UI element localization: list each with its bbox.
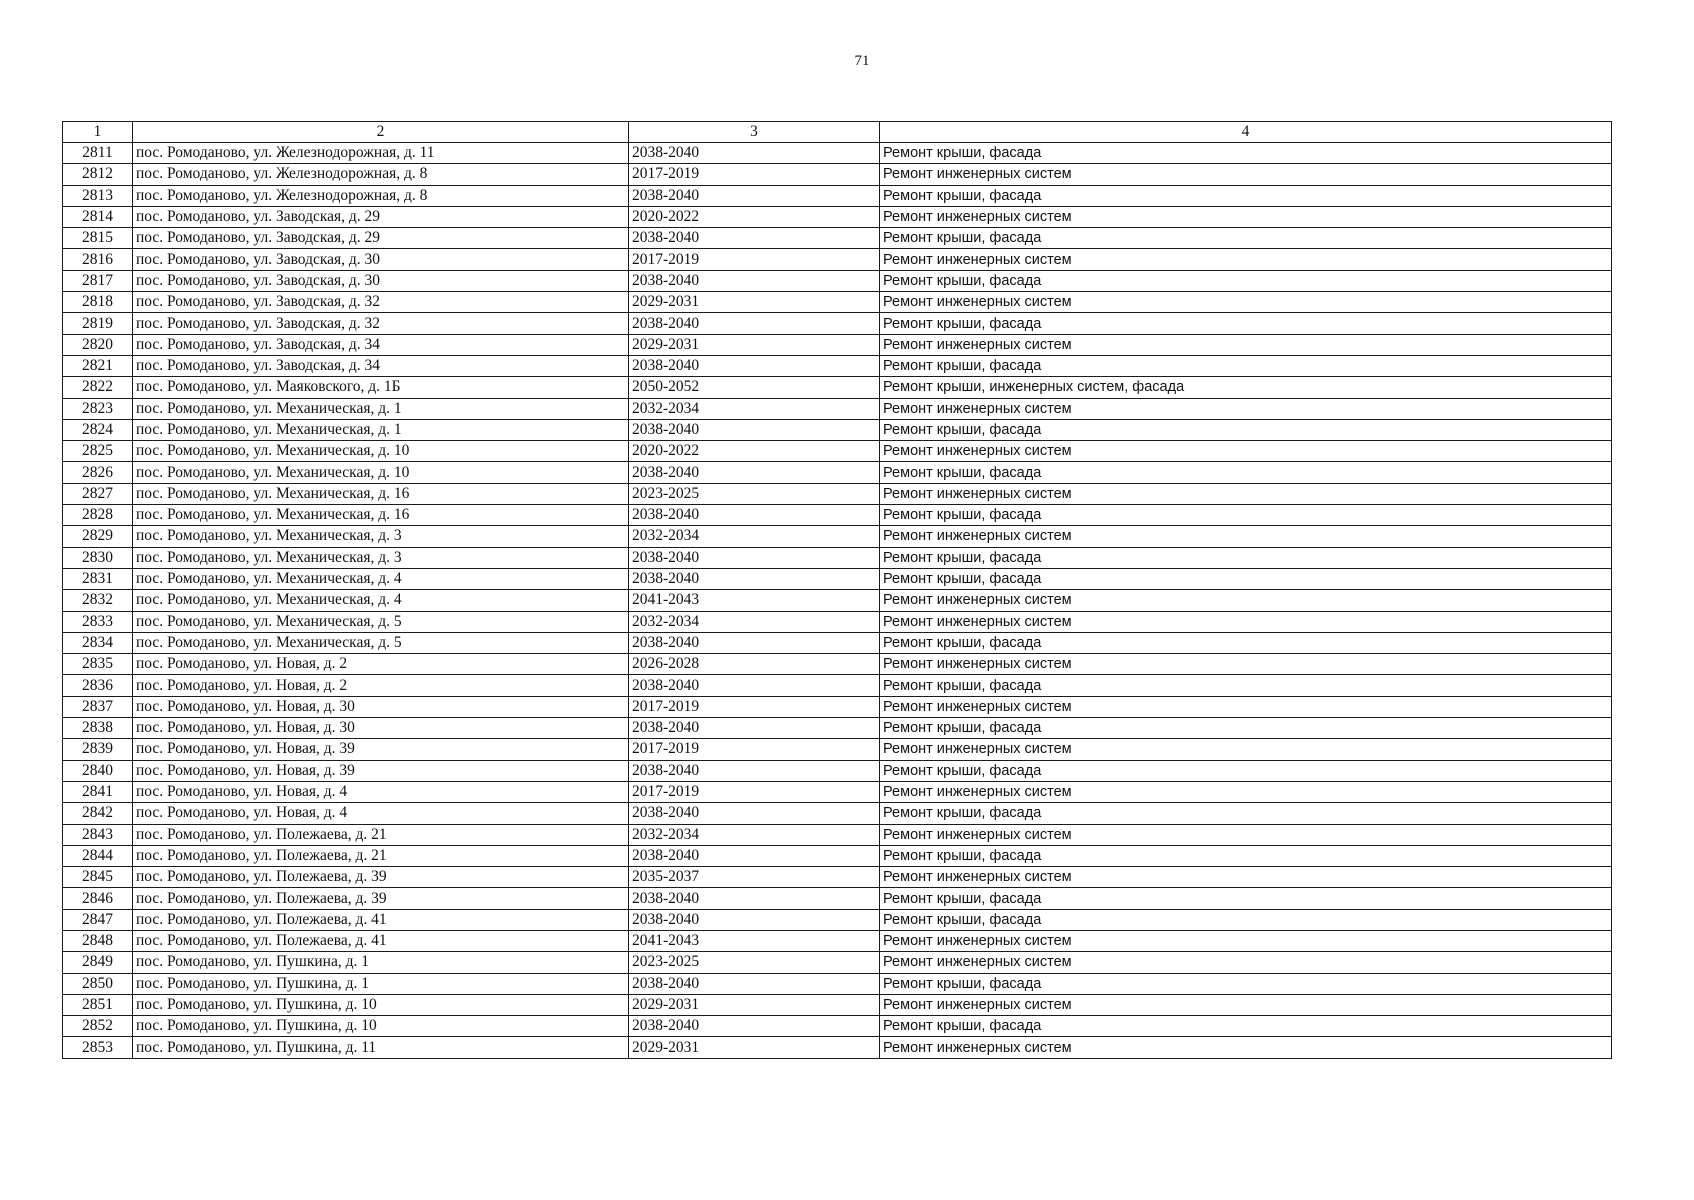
period-cell: 2038-2040 bbox=[629, 803, 880, 824]
work-type-cell: Ремонт крыши, фасада bbox=[880, 568, 1612, 589]
row-number: 2822 bbox=[63, 377, 133, 398]
address-cell: пос. Ромоданово, ул. Новая, д. 39 bbox=[133, 739, 629, 760]
address-cell: пос. Ромоданово, ул. Заводская, д. 29 bbox=[133, 206, 629, 227]
period-cell: 2038-2040 bbox=[629, 505, 880, 526]
address-cell: пос. Ромоданово, ул. Маяковского, д. 1Б bbox=[133, 377, 629, 398]
table-row bbox=[63, 994, 1612, 1015]
row-number: 2846 bbox=[63, 888, 133, 909]
table-row bbox=[63, 206, 1612, 227]
row-number: 2848 bbox=[63, 930, 133, 951]
table-row bbox=[63, 313, 1612, 334]
table-row bbox=[63, 739, 1612, 760]
address-cell: пос. Ромоданово, ул. Новая, д. 2 bbox=[133, 675, 629, 696]
row-number: 2845 bbox=[63, 867, 133, 888]
address-cell: пос. Ромоданово, ул. Механическая, д. 10 bbox=[133, 462, 629, 483]
row-number: 2837 bbox=[63, 696, 133, 717]
row-number: 2828 bbox=[63, 505, 133, 526]
period-cell: 2032-2034 bbox=[629, 824, 880, 845]
period-cell: 2038-2040 bbox=[629, 718, 880, 739]
repair-schedule-table bbox=[62, 121, 1612, 1059]
row-number: 2833 bbox=[63, 611, 133, 632]
row-number: 2850 bbox=[63, 973, 133, 994]
period-cell: 2050-2052 bbox=[629, 377, 880, 398]
period-cell: 2017-2019 bbox=[629, 739, 880, 760]
address-cell: пос. Ромоданово, ул. Железнодорожная, д. 8 bbox=[133, 164, 629, 185]
table-row bbox=[63, 611, 1612, 632]
work-type-cell: Ремонт инженерных систем bbox=[880, 611, 1612, 632]
work-type-cell: Ремонт инженерных систем bbox=[880, 867, 1612, 888]
row-number: 2847 bbox=[63, 909, 133, 930]
address-cell: пос. Ромоданово, ул. Железнодорожная, д. 8 bbox=[133, 185, 629, 206]
period-cell: 2029-2031 bbox=[629, 292, 880, 313]
table-row bbox=[63, 355, 1612, 376]
column-header-4: 4 bbox=[880, 122, 1612, 143]
work-type-cell: Ремонт инженерных систем bbox=[880, 824, 1612, 845]
table-row bbox=[63, 377, 1612, 398]
table-row bbox=[63, 654, 1612, 675]
work-type-cell: Ремонт крыши, фасада bbox=[880, 143, 1612, 164]
table-row bbox=[63, 952, 1612, 973]
column-header-1: 1 bbox=[63, 122, 133, 143]
work-type-cell: Ремонт крыши, фасада bbox=[880, 1016, 1612, 1037]
address-cell: пос. Ромоданово, ул. Полежаева, д. 21 bbox=[133, 845, 629, 866]
period-cell: 2038-2040 bbox=[629, 355, 880, 376]
address-cell: пос. Ромоданово, ул. Новая, д. 4 bbox=[133, 781, 629, 802]
row-number: 2811 bbox=[63, 143, 133, 164]
row-number: 2814 bbox=[63, 206, 133, 227]
row-number: 2844 bbox=[63, 845, 133, 866]
row-number: 2840 bbox=[63, 760, 133, 781]
work-type-cell: Ремонт инженерных систем bbox=[880, 334, 1612, 355]
work-type-cell: Ремонт крыши, фасада bbox=[880, 888, 1612, 909]
address-cell: пос. Ромоданово, ул. Полежаева, д. 39 bbox=[133, 867, 629, 888]
period-cell: 2032-2034 bbox=[629, 611, 880, 632]
period-cell: 2038-2040 bbox=[629, 419, 880, 440]
period-cell: 2038-2040 bbox=[629, 228, 880, 249]
period-cell: 2023-2025 bbox=[629, 952, 880, 973]
table-row bbox=[63, 547, 1612, 568]
work-type-cell: Ремонт инженерных систем bbox=[880, 696, 1612, 717]
table-row bbox=[63, 824, 1612, 845]
period-cell: 2020-2022 bbox=[629, 206, 880, 227]
work-type-cell: Ремонт крыши, фасада bbox=[880, 505, 1612, 526]
period-cell: 2038-2040 bbox=[629, 888, 880, 909]
address-cell: пос. Ромоданово, ул. Механическая, д. 5 bbox=[133, 632, 629, 653]
table-row bbox=[63, 185, 1612, 206]
work-type-cell: Ремонт крыши, фасада bbox=[880, 270, 1612, 291]
table-row bbox=[63, 249, 1612, 270]
row-number: 2841 bbox=[63, 781, 133, 802]
period-cell: 2038-2040 bbox=[629, 185, 880, 206]
work-type-cell: Ремонт крыши, фасада bbox=[880, 973, 1612, 994]
period-cell: 2032-2034 bbox=[629, 526, 880, 547]
period-cell: 2026-2028 bbox=[629, 654, 880, 675]
row-number: 2851 bbox=[63, 994, 133, 1015]
row-number: 2826 bbox=[63, 462, 133, 483]
work-type-cell: Ремонт крыши, фасада bbox=[880, 632, 1612, 653]
work-type-cell: Ремонт инженерных систем bbox=[880, 930, 1612, 951]
address-cell: пос. Ромоданово, ул. Новая, д. 30 bbox=[133, 696, 629, 717]
row-number: 2842 bbox=[63, 803, 133, 824]
address-cell: пос. Ромоданово, ул. Полежаева, д. 21 bbox=[133, 824, 629, 845]
row-number: 2836 bbox=[63, 675, 133, 696]
table-row bbox=[63, 441, 1612, 462]
work-type-cell: Ремонт крыши, фасада bbox=[880, 228, 1612, 249]
work-type-cell: Ремонт инженерных систем bbox=[880, 483, 1612, 504]
work-type-cell: Ремонт инженерных систем bbox=[880, 952, 1612, 973]
period-cell: 2035-2037 bbox=[629, 867, 880, 888]
row-number: 2819 bbox=[63, 313, 133, 334]
work-type-cell: Ремонт инженерных систем bbox=[880, 994, 1612, 1015]
table-row bbox=[63, 228, 1612, 249]
table-row bbox=[63, 292, 1612, 313]
row-number: 2829 bbox=[63, 526, 133, 547]
table-row bbox=[63, 568, 1612, 589]
column-header-2: 2 bbox=[133, 122, 629, 143]
work-type-cell: Ремонт крыши, фасада bbox=[880, 845, 1612, 866]
period-cell: 2017-2019 bbox=[629, 696, 880, 717]
work-type-cell: Ремонт инженерных систем bbox=[880, 526, 1612, 547]
table-row bbox=[63, 526, 1612, 547]
address-cell: пос. Ромоданово, ул. Железнодорожная, д. 11 bbox=[133, 143, 629, 164]
address-cell: пос. Ромоданово, ул. Механическая, д. 1 bbox=[133, 419, 629, 440]
period-cell: 2038-2040 bbox=[629, 568, 880, 589]
table-row bbox=[63, 505, 1612, 526]
address-cell: пос. Ромоданово, ул. Новая, д. 30 bbox=[133, 718, 629, 739]
address-cell: пос. Ромоданово, ул. Механическая, д. 3 bbox=[133, 526, 629, 547]
row-number: 2834 bbox=[63, 632, 133, 653]
row-number: 2813 bbox=[63, 185, 133, 206]
address-cell: пос. Ромоданово, ул. Заводская, д. 34 bbox=[133, 355, 629, 376]
row-number: 2825 bbox=[63, 441, 133, 462]
table-row bbox=[63, 867, 1612, 888]
period-cell: 2017-2019 bbox=[629, 249, 880, 270]
work-type-cell: Ремонт инженерных систем bbox=[880, 292, 1612, 313]
row-number: 2832 bbox=[63, 590, 133, 611]
address-cell: пос. Ромоданово, ул. Механическая, д. 16 bbox=[133, 483, 629, 504]
work-type-cell: Ремонт инженерных систем bbox=[880, 441, 1612, 462]
work-type-cell: Ремонт крыши, фасада bbox=[880, 760, 1612, 781]
row-number: 2852 bbox=[63, 1016, 133, 1037]
address-cell: пос. Ромоданово, ул. Механическая, д. 10 bbox=[133, 441, 629, 462]
work-type-cell: Ремонт крыши, фасада bbox=[880, 909, 1612, 930]
address-cell: пос. Ромоданово, ул. Механическая, д. 4 bbox=[133, 590, 629, 611]
table-row bbox=[63, 718, 1612, 739]
table-row bbox=[63, 909, 1612, 930]
period-cell: 2038-2040 bbox=[629, 143, 880, 164]
table-row bbox=[63, 483, 1612, 504]
table-row bbox=[63, 632, 1612, 653]
address-cell: пос. Ромоданово, ул. Полежаева, д. 41 bbox=[133, 909, 629, 930]
address-cell: пос. Ромоданово, ул. Пушкина, д. 11 bbox=[133, 1037, 629, 1058]
period-cell: 2038-2040 bbox=[629, 462, 880, 483]
work-type-cell: Ремонт крыши, фасада bbox=[880, 419, 1612, 440]
row-number: 2821 bbox=[63, 355, 133, 376]
work-type-cell: Ремонт крыши, фасада bbox=[880, 675, 1612, 696]
table-row bbox=[63, 1016, 1612, 1037]
row-number: 2815 bbox=[63, 228, 133, 249]
table-row bbox=[63, 781, 1612, 802]
page-number: 71 bbox=[854, 53, 870, 69]
table-row bbox=[63, 164, 1612, 185]
address-cell: пос. Ромоданово, ул. Механическая, д. 3 bbox=[133, 547, 629, 568]
address-cell: пос. Ромоданово, ул. Механическая, д. 4 bbox=[133, 568, 629, 589]
period-cell: 2038-2040 bbox=[629, 1016, 880, 1037]
work-type-cell: Ремонт инженерных систем bbox=[880, 206, 1612, 227]
row-number: 2820 bbox=[63, 334, 133, 355]
work-type-cell: Ремонт инженерных систем bbox=[880, 590, 1612, 611]
table-row bbox=[63, 398, 1612, 419]
work-type-cell: Ремонт инженерных систем bbox=[880, 654, 1612, 675]
address-cell: пос. Ромоданово, ул. Новая, д. 39 bbox=[133, 760, 629, 781]
period-cell: 2038-2040 bbox=[629, 313, 880, 334]
address-cell: пос. Ромоданово, ул. Заводская, д. 34 bbox=[133, 334, 629, 355]
table-row bbox=[63, 419, 1612, 440]
address-cell: пос. Ромоданово, ул. Полежаева, д. 41 bbox=[133, 930, 629, 951]
period-cell: 2038-2040 bbox=[629, 632, 880, 653]
address-cell: пос. Ромоданово, ул. Механическая, д. 16 bbox=[133, 505, 629, 526]
header-row bbox=[63, 122, 1612, 143]
row-number: 2816 bbox=[63, 249, 133, 270]
table-row bbox=[63, 760, 1612, 781]
period-cell: 2038-2040 bbox=[629, 760, 880, 781]
row-number: 2830 bbox=[63, 547, 133, 568]
table-row bbox=[63, 270, 1612, 291]
address-cell: пос. Ромоданово, ул. Механическая, д. 1 bbox=[133, 398, 629, 419]
table-row bbox=[63, 143, 1612, 164]
address-cell: пос. Ромоданово, ул. Заводская, д. 32 bbox=[133, 292, 629, 313]
table-row bbox=[63, 334, 1612, 355]
work-type-cell: Ремонт крыши, фасада bbox=[880, 803, 1612, 824]
work-type-cell: Ремонт инженерных систем bbox=[880, 249, 1612, 270]
address-cell: пос. Ромоданово, ул. Заводская, д. 30 bbox=[133, 249, 629, 270]
address-cell: пос. Ромоданово, ул. Новая, д. 4 bbox=[133, 803, 629, 824]
period-cell: 2038-2040 bbox=[629, 270, 880, 291]
work-type-cell: Ремонт инженерных систем bbox=[880, 164, 1612, 185]
table-body bbox=[63, 143, 1612, 1059]
table-row bbox=[63, 973, 1612, 994]
period-cell: 2038-2040 bbox=[629, 675, 880, 696]
table-row bbox=[63, 675, 1612, 696]
period-cell: 2041-2043 bbox=[629, 590, 880, 611]
work-type-cell: Ремонт инженерных систем bbox=[880, 1037, 1612, 1058]
work-type-cell: Ремонт крыши, фасада bbox=[880, 313, 1612, 334]
period-cell: 2020-2022 bbox=[629, 441, 880, 462]
row-number: 2839 bbox=[63, 739, 133, 760]
work-type-cell: Ремонт крыши, фасада bbox=[880, 547, 1612, 568]
row-number: 2853 bbox=[63, 1037, 133, 1058]
work-type-cell: Ремонт крыши, инженерных систем, фасада bbox=[880, 377, 1612, 398]
period-cell: 2017-2019 bbox=[629, 781, 880, 802]
row-number: 2827 bbox=[63, 483, 133, 504]
address-cell: пос. Ромоданово, ул. Заводская, д. 30 bbox=[133, 270, 629, 291]
period-cell: 2029-2031 bbox=[629, 1037, 880, 1058]
table-row bbox=[63, 696, 1612, 717]
row-number: 2835 bbox=[63, 654, 133, 675]
row-number: 2817 bbox=[63, 270, 133, 291]
address-cell: пос. Ромоданово, ул. Механическая, д. 5 bbox=[133, 611, 629, 632]
address-cell: пос. Ромоданово, ул. Пушкина, д. 1 bbox=[133, 973, 629, 994]
address-cell: пос. Ромоданово, ул. Новая, д. 2 bbox=[133, 654, 629, 675]
column-header-3: 3 bbox=[629, 122, 880, 143]
period-cell: 2032-2034 bbox=[629, 398, 880, 419]
address-cell: пос. Ромоданово, ул. Заводская, д. 32 bbox=[133, 313, 629, 334]
address-cell: пос. Ромоданово, ул. Заводская, д. 29 bbox=[133, 228, 629, 249]
address-cell: пос. Ромоданово, ул. Пушкина, д. 1 bbox=[133, 952, 629, 973]
period-cell: 2038-2040 bbox=[629, 547, 880, 568]
period-cell: 2017-2019 bbox=[629, 164, 880, 185]
row-number: 2812 bbox=[63, 164, 133, 185]
row-number: 2823 bbox=[63, 398, 133, 419]
work-type-cell: Ремонт инженерных систем bbox=[880, 398, 1612, 419]
work-type-cell: Ремонт крыши, фасада bbox=[880, 355, 1612, 376]
row-number: 2831 bbox=[63, 568, 133, 589]
table-header bbox=[63, 122, 1612, 143]
period-cell: 2029-2031 bbox=[629, 994, 880, 1015]
period-cell: 2023-2025 bbox=[629, 483, 880, 504]
work-type-cell: Ремонт инженерных систем bbox=[880, 739, 1612, 760]
table-row bbox=[63, 888, 1612, 909]
period-cell: 2029-2031 bbox=[629, 334, 880, 355]
row-number: 2818 bbox=[63, 292, 133, 313]
work-type-cell: Ремонт инженерных систем bbox=[880, 781, 1612, 802]
period-cell: 2038-2040 bbox=[629, 845, 880, 866]
address-cell: пос. Ромоданово, ул. Полежаева, д. 39 bbox=[133, 888, 629, 909]
table-row bbox=[63, 1037, 1612, 1058]
period-cell: 2038-2040 bbox=[629, 909, 880, 930]
row-number: 2843 bbox=[63, 824, 133, 845]
table-row bbox=[63, 462, 1612, 483]
work-type-cell: Ремонт крыши, фасада bbox=[880, 462, 1612, 483]
period-cell: 2038-2040 bbox=[629, 973, 880, 994]
table-row bbox=[63, 590, 1612, 611]
address-cell: пос. Ромоданово, ул. Пушкина, д. 10 bbox=[133, 994, 629, 1015]
work-type-cell: Ремонт крыши, фасада bbox=[880, 718, 1612, 739]
work-type-cell: Ремонт крыши, фасада bbox=[880, 185, 1612, 206]
row-number: 2849 bbox=[63, 952, 133, 973]
address-cell: пос. Ромоданово, ул. Пушкина, д. 10 bbox=[133, 1016, 629, 1037]
table-row bbox=[63, 845, 1612, 866]
row-number: 2824 bbox=[63, 419, 133, 440]
row-number: 2838 bbox=[63, 718, 133, 739]
table-row bbox=[63, 803, 1612, 824]
table-row bbox=[63, 930, 1612, 951]
period-cell: 2041-2043 bbox=[629, 930, 880, 951]
